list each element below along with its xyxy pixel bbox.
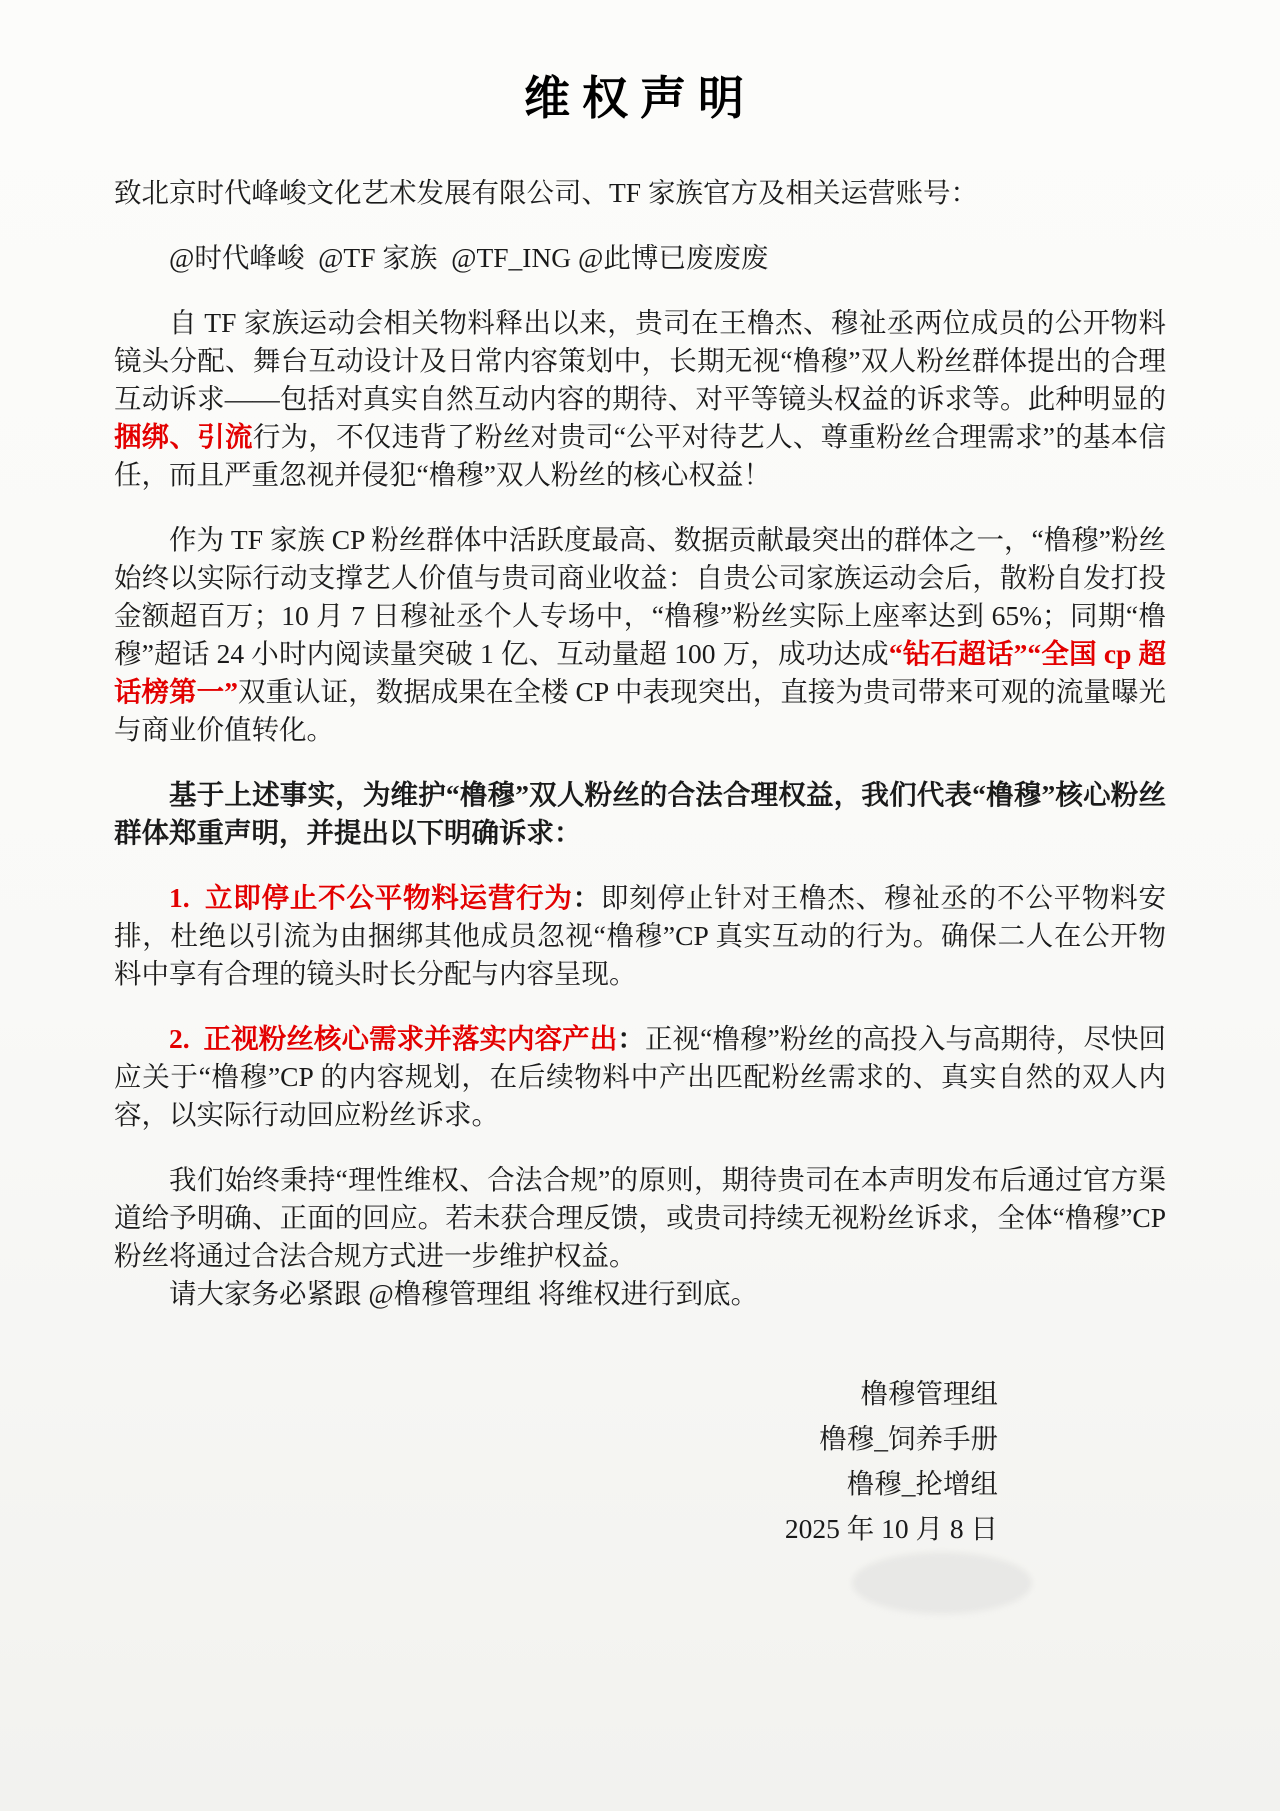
paragraph-data [114,521,1166,749]
watermark [852,1552,1032,1614]
signature-account-2: 橹穆_抡增组 [846,1468,998,1499]
demand-1 [114,879,1166,993]
signature-account-1: 橹穆_饲养手册 [819,1423,998,1454]
intro-text-start: 自 TF 家族运动会相关物料释出以来，贵司在王橹杰、穆祉丞两位成员的公开物料镜头分配、舞台互动设计及日常内容策划中，长期无视“橹穆”双人粉丝群体提出的合理互动诉求——包括对真实自然互动内容的期待、对平等镜头权益的诉求等。此种明显的 [114,307,1166,414]
paragraph-statement: 基于上述事实，为维护“橹穆”双人粉丝的合法合理权益，我们代表“橹穆”核心粉丝群体郑重声明，并提出以下明确诉求： [114,779,1166,848]
demand-1-heading: 1. 立即停止不公平物料运营行为 [169,882,573,913]
intro-highlight-red: 捆绑、引流 [114,421,253,452]
signature-date: 2025 年 10 月 8 日 [784,1513,998,1544]
demand-2-heading: 2. 正视粉丝核心需求并落实内容产出 [169,1023,618,1054]
intro-text-end: 行为，不仅违背了粉丝对贵司“公平对待艺人、尊重粉丝合理需求”的基本信任，而且严重忽视并侵犯“橹穆”双人粉丝的核心权益！ [114,421,1166,490]
data-text-end: 双重认证，数据成果在全楼 CP 中表现突出，直接为贵司带来可观的流量曝光与商业价值转化。 [114,676,1166,745]
data-highlight-red: “钻石超话”“全国 cp 超话榜第一” [114,638,1166,707]
paragraph-intro [114,304,1166,494]
demand-1-body: 即刻停止针对王橹杰、穆祉丞的不公平物料安排，杜绝以引流为由捆绑其他成员忽视“橹穆”CP 真实互动的行为。确保二人在公开物料中享有合理的镜头时长分配与内容呈现。 [114,882,1167,989]
demand-2 [114,1020,1166,1134]
demand-2-colon: ： [617,1023,645,1054]
data-text-start: 作为 TF 家族 CP 粉丝群体中活跃度最高、数据贡献最突出的群体之一，“橹穆”粉丝始终以实际行动支撑艺人价值与贵司商业收益：自贵公司家族运动会后，散粉自发打投金额超百万；10 月 7 日穆祉丞个人专场中，“橹穆”粉丝实际上座率达到 65%；同期“橹穆”超话 24 小时内阅读量突破 1 亿、互动量超 100 万，成功达成 [114,524,1166,669]
salutation-line: 致北京时代峰峻文化艺术发展有限公司、TF 家族官方及相关运营账号： [114,177,978,208]
demand-2-body: 正视“橹穆”粉丝的高投入与高期待，尽快回应关于“橹穆”CP 的内容规划，在后续物料中产出匹配粉丝需求的、真实自然的双人内容，以实际行动回应粉丝诉求。 [114,1023,1167,1130]
demand-1-colon: ： [572,882,602,913]
signature-group-name: 橹穆管理组 [860,1378,998,1409]
document-title: 维权声明 [524,73,756,124]
paragraph-call-to-action: 请大家务必紧跟 @橹穆管理组 将维权进行到底。 [169,1278,759,1309]
signature-block [114,1371,1166,1551]
mentions-line: @时代峰峻 @TF 家族 @TF_ING @此博已废废废 [169,242,769,273]
paragraph-closing: 我们始终秉持“理性维权、合法合规”的原则，期待贵司在本声明发布后通过官方渠道给予明确、正面的回应。若未获合理反馈，或贵司持续无视粉丝诉求，全体“橹穆”CP 粉丝将通过合法合规方式进一步维护权益。 [114,1164,1166,1271]
